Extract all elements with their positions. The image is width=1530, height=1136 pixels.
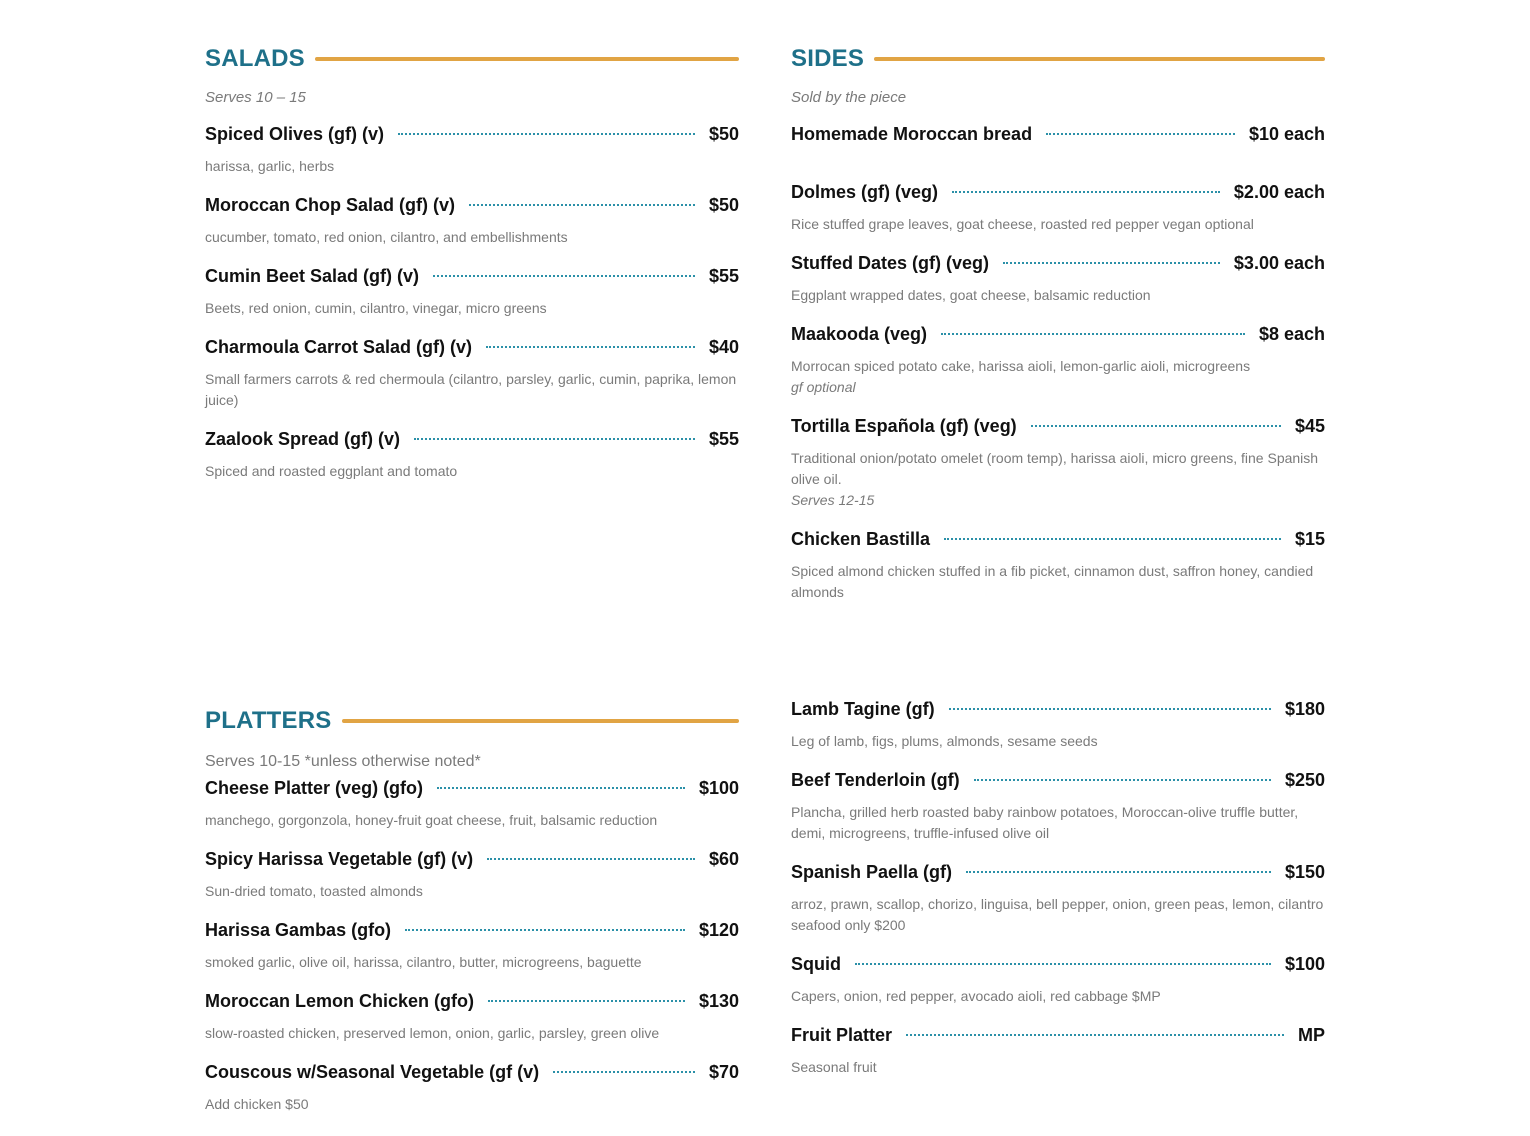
item-name: Spiced Olives (gf) (v) bbox=[205, 123, 385, 144]
item-price: $45 bbox=[1294, 415, 1325, 436]
item-name: Moroccan Chop Salad (gf) (v) bbox=[205, 194, 456, 215]
mains-section bbox=[791, 697, 1325, 1078]
section-divider bbox=[315, 57, 739, 61]
dotted-leader bbox=[949, 708, 1271, 710]
item-price: MP bbox=[1298, 1024, 1325, 1045]
dotted-leader bbox=[952, 191, 1220, 193]
item-name: Cumin Beet Salad (gf) (v) bbox=[205, 265, 420, 286]
item-description: Sun-dried tomato, toasted almonds bbox=[205, 883, 423, 899]
item-description: Plancha, grilled herb roasted baby rainbow potatoes, Moroccan-olive truffle butter, demi, microgreens, truffle-infused olive oil bbox=[791, 804, 1299, 841]
item-description: harissa, garlic, herbs bbox=[205, 158, 335, 174]
item-price: $8 each bbox=[1258, 323, 1325, 344]
platters-section bbox=[205, 706, 739, 1115]
dotted-leader bbox=[966, 871, 1271, 873]
sides-title: SIDES bbox=[791, 45, 865, 72]
item-price: $50 bbox=[708, 123, 739, 144]
menu-item bbox=[791, 251, 1325, 306]
item-price: $10 each bbox=[1248, 123, 1325, 144]
dotted-leader bbox=[433, 275, 695, 277]
item-name: Fruit Platter bbox=[791, 1024, 893, 1045]
item-description: Beets, red onion, cumin, cilantro, vinegar, micro greens bbox=[205, 300, 547, 316]
menu-item bbox=[205, 193, 739, 248]
item-description: Leg of lamb, figs, plums, almonds, sesame seeds bbox=[791, 733, 1098, 749]
item-price: $50 bbox=[708, 194, 739, 215]
menu-item bbox=[205, 264, 739, 319]
item-name: Squid bbox=[791, 953, 841, 974]
menu-item bbox=[791, 768, 1325, 844]
salads-title: SALADS bbox=[205, 45, 305, 72]
item-name: Stuffed Dates (gf) (veg) bbox=[791, 252, 989, 273]
item-description: Rice stuffed grape leaves, goat cheese, roasted red pepper vegan optional bbox=[791, 216, 1254, 232]
item-price: $55 bbox=[708, 428, 739, 449]
dotted-leader bbox=[1003, 262, 1220, 264]
menu-item bbox=[205, 989, 739, 1044]
item-name: Maakooda (veg) bbox=[791, 323, 928, 344]
item-price: $180 bbox=[1284, 698, 1325, 719]
item-name: Harissa Gambas (gfo) bbox=[205, 919, 392, 940]
item-description: manchego, gorgonzola, honey-fruit goat cheese, fruit, balsamic reduction bbox=[205, 812, 658, 828]
dotted-leader bbox=[486, 346, 695, 348]
menu-item bbox=[791, 180, 1325, 235]
item-description: Traditional onion/potato omelet (room temp), harissa aioli, micro greens, fine Spanish olive oil. bbox=[791, 450, 1319, 487]
dotted-leader bbox=[944, 538, 1281, 540]
salads-section bbox=[205, 44, 739, 482]
item-description: arroz, prawn, scallop, chorizo, linguisa, bell pepper, onion, green peas, lemon, cilantro seafood only $200 bbox=[791, 896, 1324, 933]
dotted-leader bbox=[469, 204, 695, 206]
item-name: Chicken Bastilla bbox=[791, 528, 931, 549]
item-price: $60 bbox=[708, 848, 739, 869]
sides-subtitle: Sold by the piece bbox=[791, 89, 907, 106]
platters-subtitle: Serves 10-15 *unless otherwise noted* bbox=[205, 753, 481, 770]
item-name: Cheese Platter (veg) (gfo) bbox=[205, 777, 424, 798]
item-description: Capers, onion, red pepper, avocado aioli, red cabbage $MP bbox=[791, 988, 1161, 1004]
menu-item bbox=[791, 527, 1325, 603]
dotted-leader bbox=[974, 779, 1271, 781]
section-divider bbox=[874, 57, 1325, 61]
platters-header bbox=[205, 706, 739, 736]
item-price: $15 bbox=[1294, 528, 1325, 549]
menu-item bbox=[205, 776, 739, 831]
dotted-leader bbox=[487, 858, 695, 860]
item-name: Charmoula Carrot Salad (gf) (v) bbox=[205, 336, 473, 357]
item-description: Small farmers carrots & red chermoula (cilantro, parsley, garlic, cumin, paprika, lemon juice) bbox=[205, 371, 737, 408]
sides-section bbox=[791, 44, 1325, 603]
item-price: $130 bbox=[698, 990, 739, 1011]
item-price: $40 bbox=[708, 336, 739, 357]
dotted-leader bbox=[1031, 425, 1281, 427]
item-description: Eggplant wrapped dates, goat cheese, balsamic reduction bbox=[791, 287, 1151, 303]
menu-item bbox=[205, 918, 739, 973]
item-name: Lamb Tagine (gf) bbox=[791, 698, 935, 719]
menu-item bbox=[205, 427, 739, 482]
dotted-leader bbox=[488, 1000, 685, 1002]
item-name: Homemade Moroccan bread bbox=[791, 123, 1033, 144]
menu-item bbox=[791, 1023, 1325, 1078]
menu-item bbox=[205, 1060, 739, 1115]
dotted-leader bbox=[553, 1071, 695, 1073]
item-price: $100 bbox=[698, 777, 739, 798]
menu-item bbox=[791, 414, 1325, 511]
item-description: cucumber, tomato, red onion, cilantro, and embellishments bbox=[205, 229, 568, 245]
menu-item bbox=[205, 122, 739, 177]
sides-header bbox=[791, 44, 1325, 74]
item-price: $100 bbox=[1284, 953, 1325, 974]
dotted-leader bbox=[414, 438, 695, 440]
item-name: Tortilla Española (gf) (veg) bbox=[791, 415, 1017, 436]
item-price: $2.00 each bbox=[1233, 181, 1325, 202]
item-name: Beef Tenderloin (gf) bbox=[791, 769, 960, 790]
menu-item bbox=[791, 697, 1325, 752]
item-price: $150 bbox=[1284, 861, 1325, 882]
dotted-leader bbox=[906, 1034, 1284, 1036]
salads-header bbox=[205, 44, 739, 74]
menu-item bbox=[205, 335, 739, 411]
dotted-leader bbox=[1046, 133, 1235, 135]
item-price: $70 bbox=[708, 1061, 739, 1082]
item-name: Zaalook Spread (gf) (v) bbox=[205, 428, 401, 449]
salads-subtitle: Serves 10 – 15 bbox=[205, 89, 306, 106]
menu-item bbox=[791, 322, 1325, 398]
item-description: Add chicken $50 bbox=[205, 1096, 309, 1112]
platters-title: PLATTERS bbox=[205, 707, 332, 734]
item-price: $55 bbox=[708, 265, 739, 286]
item-description: smoked garlic, olive oil, harissa, cilantro, butter, microgreens, baguette bbox=[205, 954, 642, 970]
item-name: Spicy Harissa Vegetable (gf) (v) bbox=[205, 848, 474, 869]
item-description: Morrocan spiced potato cake, harissa aioli, lemon-garlic aioli, microgreens bbox=[791, 358, 1251, 374]
item-price: $250 bbox=[1284, 769, 1325, 790]
item-description: Spiced almond chicken stuffed in a fib picket, cinnamon dust, saffron honey, candied almonds bbox=[791, 563, 1314, 600]
dotted-leader bbox=[437, 787, 685, 789]
item-name: Moroccan Lemon Chicken (gfo) bbox=[205, 990, 475, 1011]
menu-item bbox=[791, 860, 1325, 936]
dotted-leader bbox=[855, 963, 1271, 965]
item-name: Spanish Paella (gf) bbox=[791, 861, 953, 882]
menu-item bbox=[791, 952, 1325, 1007]
item-price: $3.00 each bbox=[1233, 252, 1325, 273]
item-name: Dolmes (gf) (veg) bbox=[791, 181, 939, 202]
item-description: slow-roasted chicken, preserved lemon, onion, garlic, parsley, green olive bbox=[205, 1025, 660, 1041]
dotted-leader bbox=[405, 929, 685, 931]
item-name: Couscous w/Seasonal Vegetable (gf (v) bbox=[205, 1061, 540, 1082]
item-price: $120 bbox=[698, 919, 739, 940]
item-description: Spiced and roasted eggplant and tomato bbox=[205, 463, 458, 479]
item-description: Seasonal fruit bbox=[791, 1059, 877, 1075]
dotted-leader bbox=[398, 133, 695, 135]
item-note: Serves 12-15 bbox=[791, 492, 875, 508]
dotted-leader bbox=[941, 333, 1245, 335]
item-note: gf optional bbox=[791, 379, 856, 395]
menu-item bbox=[205, 847, 739, 902]
section-divider bbox=[342, 719, 740, 723]
menu-item bbox=[791, 122, 1325, 146]
